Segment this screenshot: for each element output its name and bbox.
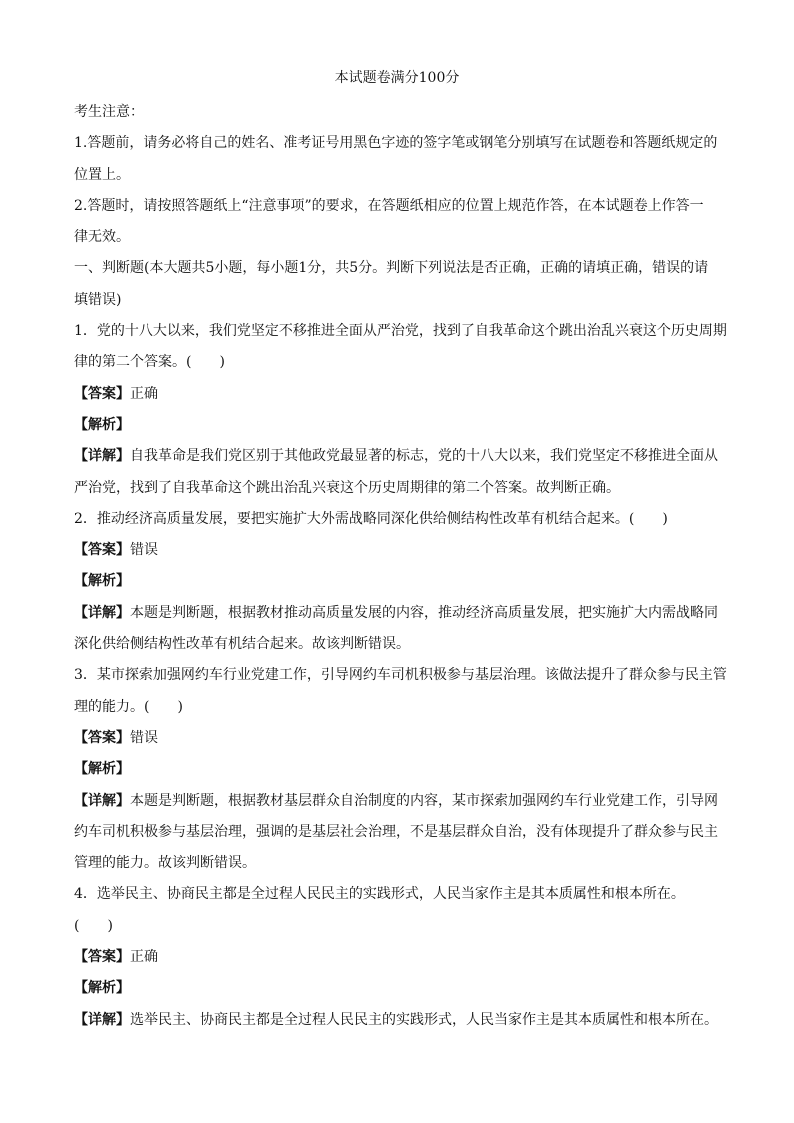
question-1 [74,316,727,504]
question-stem-line: 2．推动经济高质量发展，要把实施扩大外需战略同深化供给侧结构性改革有机结合起来。( ) [74,510,668,527]
detail-label: 【详解】 [74,604,130,621]
answer-row [74,942,722,973]
notice-item-2-line-2: 律无效。 [74,229,130,246]
notice-item-2-line-1: 2.答题时，请按照答题纸上“注意事项”的要求，在答题纸相应的位置上规范作答，在本试题卷上作答一 [74,197,704,214]
analysis-row [74,754,722,785]
detail-line [74,441,722,472]
question-stem-line: ( ) [74,917,113,934]
answer-value: 错误 [130,542,158,559]
question-3 [74,660,727,879]
question-stem-line: 4．选举民主、协商民主都是全过程人民民主的实践形式，人民当家作主是其本质属性和根本所在。 [74,886,685,903]
answer-row [74,379,722,410]
analysis-label: 【解析】 [74,416,130,433]
notice-item-1-line-2: 位置上。 [74,166,130,183]
detail-text: 选举民主、协商民主都是全过程人民民主的实践形式，人民当家作主是其本质属性和根本所在。 [130,1011,718,1028]
question-stem-line: 1．党的十八大以来，我们党坚定不移推进全面从严治党，找到了自我革命这个跳出治乱兴衰这个历史周期 [74,323,727,340]
answer-label: 【答案】 [74,385,130,402]
section-heading-line-2: 填错误) [74,291,122,308]
detail-line: 深化供给侧结构性改革有机结合起来。故该判断错误。 [74,636,410,653]
answer-value: 正确 [130,385,158,402]
analysis-label: 【解析】 [74,980,130,997]
notice-heading: 考生注意： [74,104,144,120]
page-content [74,97,727,1036]
detail-line [74,786,722,817]
detail-text: 本题是判断题，根据教材基层群众自治制度的内容，某市探索加强网约车行业党建工作，引导网 [130,792,718,809]
analysis-row [74,566,722,597]
analysis-label: 【解析】 [74,573,130,590]
answer-label: 【答案】 [74,729,130,746]
answer-row [74,723,722,754]
answer-label: 【答案】 [74,949,130,966]
answer-row [74,535,722,566]
answer-value: 错误 [130,729,158,746]
analysis-label: 【解析】 [74,761,130,778]
detail-label: 【详解】 [74,1011,130,1028]
detail-label: 【详解】 [74,792,130,809]
question-4 [74,879,722,1035]
answer-value: 正确 [130,949,158,966]
detail-line: 约车司机积极参与基层治理，强调的是基层社会治理，不是基层群众自治，没有体现提升了群众参与民主 [74,823,718,840]
page-title: 本试题卷满分100分 [334,70,460,86]
analysis-row [74,973,722,1004]
answer-label: 【答案】 [74,542,130,559]
analysis-row [74,410,722,441]
question-stem-line: 理的能力。( ) [74,698,183,715]
detail-text: 本题是判断题，根据教材推动高质量发展的内容，推动经济高质量发展，把实施扩大内需战略同 [130,604,718,621]
detail-line: 严治党，找到了自我革命这个跳出治乱兴衰这个历史周期律的第二个答案。故判断正确。 [74,479,620,496]
detail-line: 管理的能力。故该判断错误。 [74,855,256,872]
detail-text: 自我革命是我们党区别于其他政党最显著的标志，党的十八大以来，我们党坚定不移推进全面从 [130,448,718,465]
detail-label: 【详解】 [74,448,130,465]
question-stem-line: 律的第二个答案。( ) [74,354,225,371]
question-stem-line: 3．某市探索加强网约车行业党建工作，引导网约车司机积极参与基层治理。该做法提升了群众参与民主管 [74,667,727,684]
question-2 [74,504,722,660]
detail-line [74,598,722,629]
detail-line [74,1005,722,1036]
notice-item-1-line-1: 1.答题前，请务必将自己的姓名、准考证号用黑色字迹的签字笔或钢笔分别填写在试题卷和答题纸规定的 [74,135,718,152]
section-heading-line-1: 一、判断题(本大题共5小题，每小题1分，共5分。判断下列说法是否正确，正确的请填正确，错误的请 [74,260,709,277]
